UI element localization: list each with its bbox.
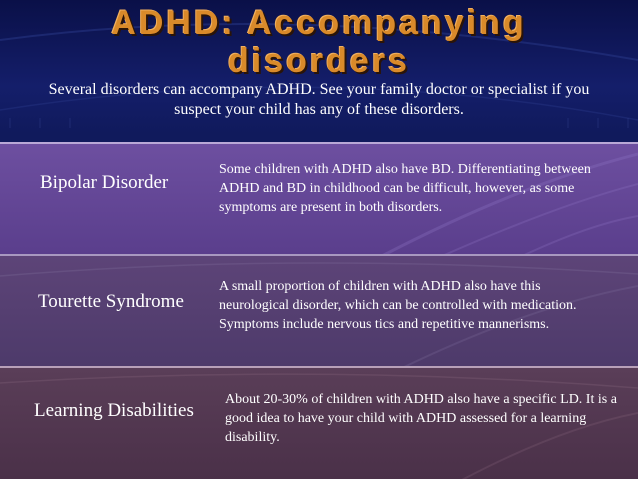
slide-subtitle: Several disorders can accompany ADHD. See your family doctor or specialist if you suspect your child has any of these disorders. xyxy=(48,81,590,118)
disorder-description: A small proportion of children with ADHD also have this neurological disorder, which can be controlled with medication. Symptoms include nervous tics and repetitive mannerisms. xyxy=(219,279,577,332)
slide-header xyxy=(0,0,638,142)
disorder-term: Bipolar Disorder xyxy=(40,172,169,193)
disorder-row-tourette xyxy=(0,254,638,368)
disorder-row-learning xyxy=(0,366,638,479)
disorder-description: Some children with ADHD also have BD. Differentiating between ADHD and BD in childhood can be difficult, however, as some symptoms are present in both disorders. xyxy=(219,162,591,215)
disorder-description: About 20-30% of children with ADHD also have a specific LD. It is a good idea to have your child with ADHD assessed for a learning disability. xyxy=(225,392,617,445)
disorder-term: Learning Disabilities xyxy=(34,400,194,421)
disorder-row-bipolar xyxy=(0,142,638,256)
disorder-term: Tourette Syndrome xyxy=(38,291,184,312)
slide-title: ADHD: Accompanying disorders xyxy=(111,4,527,80)
